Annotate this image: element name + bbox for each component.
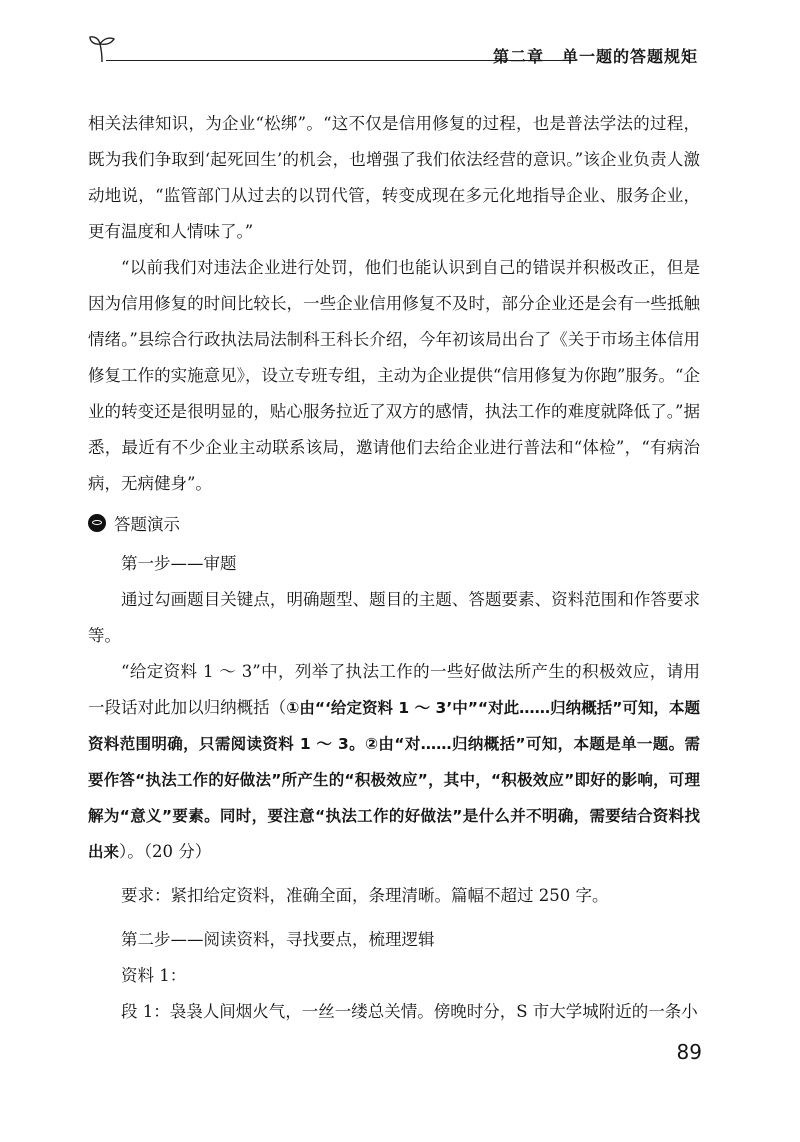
step-1-intro: 通过勾画题目关键点，明确题型、题目的主题、答题要素、资料范围和作答要求等。 — [88, 590, 700, 645]
section-heading — [88, 506, 700, 540]
requirement-line: 要求：紧扣给定资料，准确全面，条理清晰。篇幅不超过 250 字。 — [121, 886, 609, 905]
step-1-title: 第一步——审题 — [121, 554, 237, 573]
body-text — [88, 106, 700, 1030]
paragraph-1: 相关法律知识，为企业“松绑”。“这不仅是信用修复的过程，也是普法学法的过程，既为我们争取到‘起死回生’的机会，也增强了我们依法经营的意识。”该企业负责人激动地说，“监管部门从过去的以罚代管，转变成现在多元化地指导企业、服务企业，更有温度和人情味了。” — [88, 114, 700, 241]
chapter-number: 第二章 — [492, 47, 544, 66]
question-text: “给定资料 1 ～ 3”中，列举了执法工作的一些好做法所产生的积极效应，请用一段话对此加以归纳概括（ — [88, 662, 700, 717]
section-badge-icon — [88, 514, 106, 532]
step-2-title: 第二步——阅读资料，寻找要点，梳理逻辑 — [121, 930, 435, 949]
sprout-icon — [88, 28, 122, 64]
question-analysis: ①由“‘给定资料 1 ～ 3’中”“对此……归纳概括”可知，本题资料范围明确，只需阅读资料 1 ～ 3。②由“对……归纳概括”可知，本题是单一题。需要作答“执法工作的好做法”所产生的“积极效应”，其中，“积极效应”即好的影响，可理解为“意义”要素。同时，要注意“执法工作的好做法”是什么并不明确，需要结合资料找出来 — [88, 699, 700, 861]
chapter-title: 单一题的答题规矩 — [561, 47, 698, 66]
material-label: 资料 1： — [121, 966, 187, 985]
question-paragraph — [88, 654, 700, 870]
question-score: ）。（20 分） — [119, 842, 212, 861]
section-title: 答题演示 — [114, 515, 180, 534]
page-number: 89 — [676, 1040, 702, 1064]
chapter-heading — [493, 44, 698, 67]
material-paragraph-1: 段 1：袅袅人间烟火气，一丝一缕总关情。傍晚时分，S 市大学城附近的一条小 — [121, 1002, 698, 1021]
running-header — [88, 28, 698, 68]
paragraph-2: “以前我们对违法企业进行处罚，他们也能认识到自己的错误并积极改正，但是因为信用修复的时间比较长，一些企业信用修复不及时，部分企业还是会有一些抵触情绪。”县综合行政执法局法制科王科长介绍，今年初该局出台了《关于市场主体信用修复工作的实施意见》，设立专班专组，主动为企业提供“信用修复为你跑”服务。“企业的转变还是很明显的，贴心服务拉近了双方的感情，执法工作的难度就降低了。”据悉，最近有不少企业主动联系该局，邀请他们去给企业进行普法和“体检”，“有病治病，无病健身”。 — [88, 258, 700, 493]
